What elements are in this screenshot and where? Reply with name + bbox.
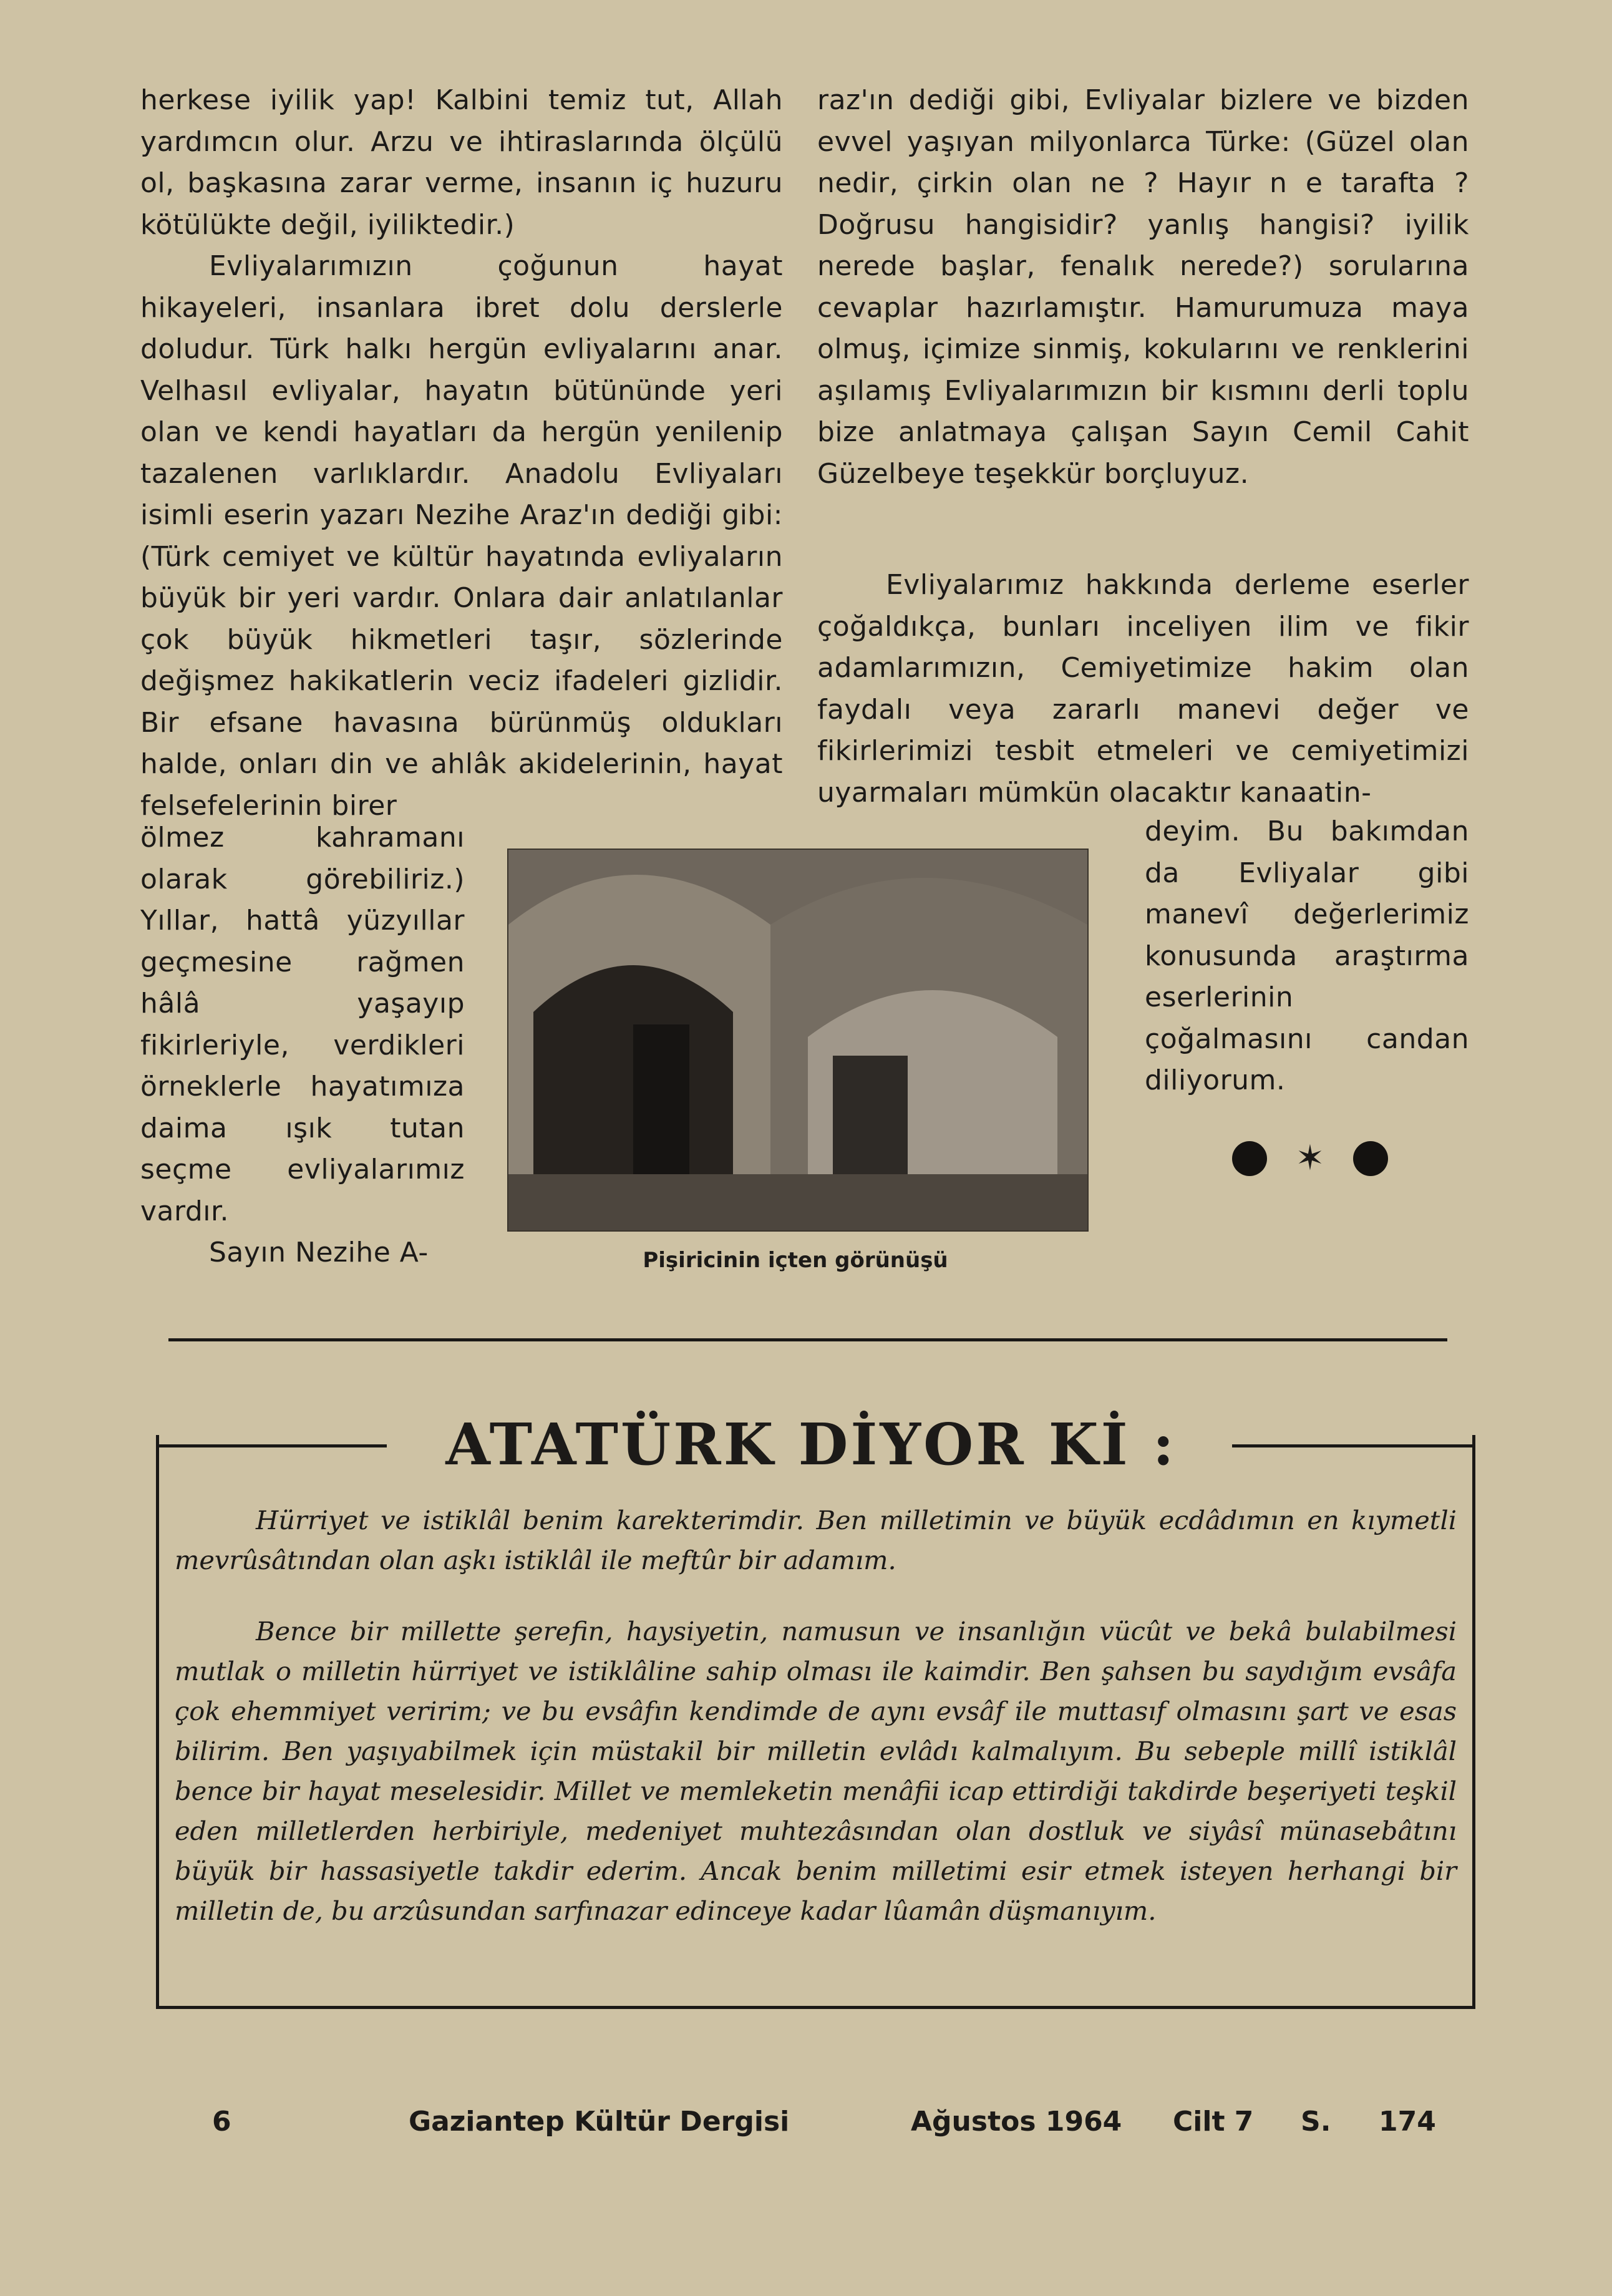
volume: Cilt 7 [1173, 2106, 1254, 2138]
journal-name: Gaziantep Kültür Dergisi [409, 2106, 790, 2138]
article-paragraph: raz'ın dediği gibi, Evliyalar bizlere ve bizden evvel yaşıyan milyonlarca Türke: (Güzel olan nedir, çirkin olan ne ? Hayır n e tarafta ? Doğrusu hangisidir? yanlış hangisi? iyilik nerede başlar, fenalık nerede?) sorularına cevaplar hazırlamıştır. Hamurumuza maya olmuş, içimize sinmiş, kokularını ve renklerini aşılamış Evliyalarımızın bir kısmını derli toplu bize anlatmaya çalışan Sayın Cemil Cahit Güzelbeye teşekkür borçluyuz. [817, 84, 1469, 490]
article-left-narrow [140, 817, 465, 1274]
dot-icon [1232, 1141, 1267, 1176]
issue-label: S. [1301, 2106, 1331, 2138]
photo-caption: Pişiricinin içten görünüşü [643, 1248, 948, 1273]
article-paragraph: Evliyalarımızın çoğunun hayat hikayeleri, insanlara ibret dolu derslerle doludur. Türk halkı hergün evliyalarını anar. Velhasıl evliyalar, hayatın bütününde yeri olan ve kendi hayatları da hergün yenilenip tazalenen varlıklardır. Anadolu Evliyaları isimli eserin yazarı Nezihe Araz'ın dediği gibi: (Türk cemiyet ve kültür hayatında evliyaların büyük bir yeri vardır. Onlara dair anlatılanlar çok büyük hikmetleri taşır, sözlerinde değişmez hakikatlerin veciz ifadeleri gizlidir. Bir efsane havasına bürünmüş oldukları halde, onları din ve ahlâk akidelerinin, hayat felsefelerinin birer [140, 250, 783, 822]
star-icon: ✶ [1295, 1138, 1325, 1179]
quote-body [175, 1501, 1457, 1962]
title-rule-right [1232, 1444, 1472, 1447]
article-paragraph: Sayın Nezihe A- [209, 1237, 429, 1268]
dot-icon [1353, 1141, 1388, 1176]
section-ornament [1232, 1137, 1388, 1180]
article-paragraph: deyim. Bu bakımdan da Evliyalar gibi manevî değerlerimiz konusunda araştırma eserlerinin çoğalmasını candan diliyorum. [1145, 815, 1469, 1096]
quote-paragraph: Hürriyet ve istiklâl benim karekterimdir. Ben milletimin ve büyük ecdâdımın en kıymetli mevrûsâtından olan aşkı istiklâl ile meftûr bir adamım. [175, 1505, 1457, 1575]
article-paragraph: herkese iyilik yap! Kalbini temiz tut, Allah yardımcın olur. Arzu ve ihtiraslarında ölçülü ol, başkasına zarar verme, insanın iç huzuru kötülükte değil, iyiliktedir.) [140, 84, 783, 241]
article-paragraph: ölmez kahramanı olarak görebiliriz.) Yıllar, hattâ yüzyıllar geçmesine rağmen hâlâ yaşayıp fikirleriyle, verdikleri örneklerle hayatımıza daima ışık tutan seçme evliyalarımız vardır. [140, 822, 465, 1227]
article-paragraph: Evliyalarımız hakkında derleme eserler çoğaldıkça, bunları inceliyen ilim ve fikir adamlarımızın, Cemiyetimize hakim olan faydalı veya zararlı manevi değer ve fikirlerimizi tesbit etmeleri ve cemiyetimizi uyarmaları mümkün olacaktır kanaatin- [817, 569, 1469, 809]
issue-number: 174 [1379, 2106, 1436, 2138]
section-divider [168, 1338, 1447, 1341]
quote-paragraph: Bence bir millette şerefin, haysiyetin, namusun ve insanlığın vücût ve bekâ bulabilmesi mutlak o milletin hürriyet ve istiklâline sahip olması ile kaimdir. Ben şahsen bu saydığım evsâfa çok ehemmiyet veririm; ve bu evsâfın kendimde de aynı evsâf ile muttasıf olmasını şart ve esas bilirim. Ben yaşıyabilmek için müstakil bir milletin evlâdı kalmalıyım. Bu sebeple millî istiklâl bence bir hayat meselesidir. Millet ve memleketin menâfii icap ettirdiği takdirde beşeriyeti teşkil eden milletlerden herbiriyle, medeniyet muhtezâsından olan dostluk ve siyâsî münasebâtını büyük bir hassasiyetle takdir ederim. Ancak benim milletimi esir etmek isteyen herhangi bir milletin de, bu arzûsundan sarfınazar edinceye kadar lûamân düşmanıyım. [175, 1616, 1457, 1926]
article-right-narrow [1145, 811, 1469, 1102]
interior-photo [507, 849, 1089, 1232]
page-footer [212, 2106, 1435, 2143]
article-right-column [817, 80, 1469, 495]
page-number: 6 [212, 2106, 231, 2138]
vaulted-interior-image [508, 850, 1087, 1230]
article-right-paragraph-2 [817, 565, 1469, 814]
title-rule-left [156, 1444, 387, 1447]
article-left-column [140, 80, 783, 827]
quote-title: ATATÜRK DİYOR Kİ : [445, 1411, 1177, 1478]
issue-date: Ağustos 1964 [911, 2106, 1122, 2138]
